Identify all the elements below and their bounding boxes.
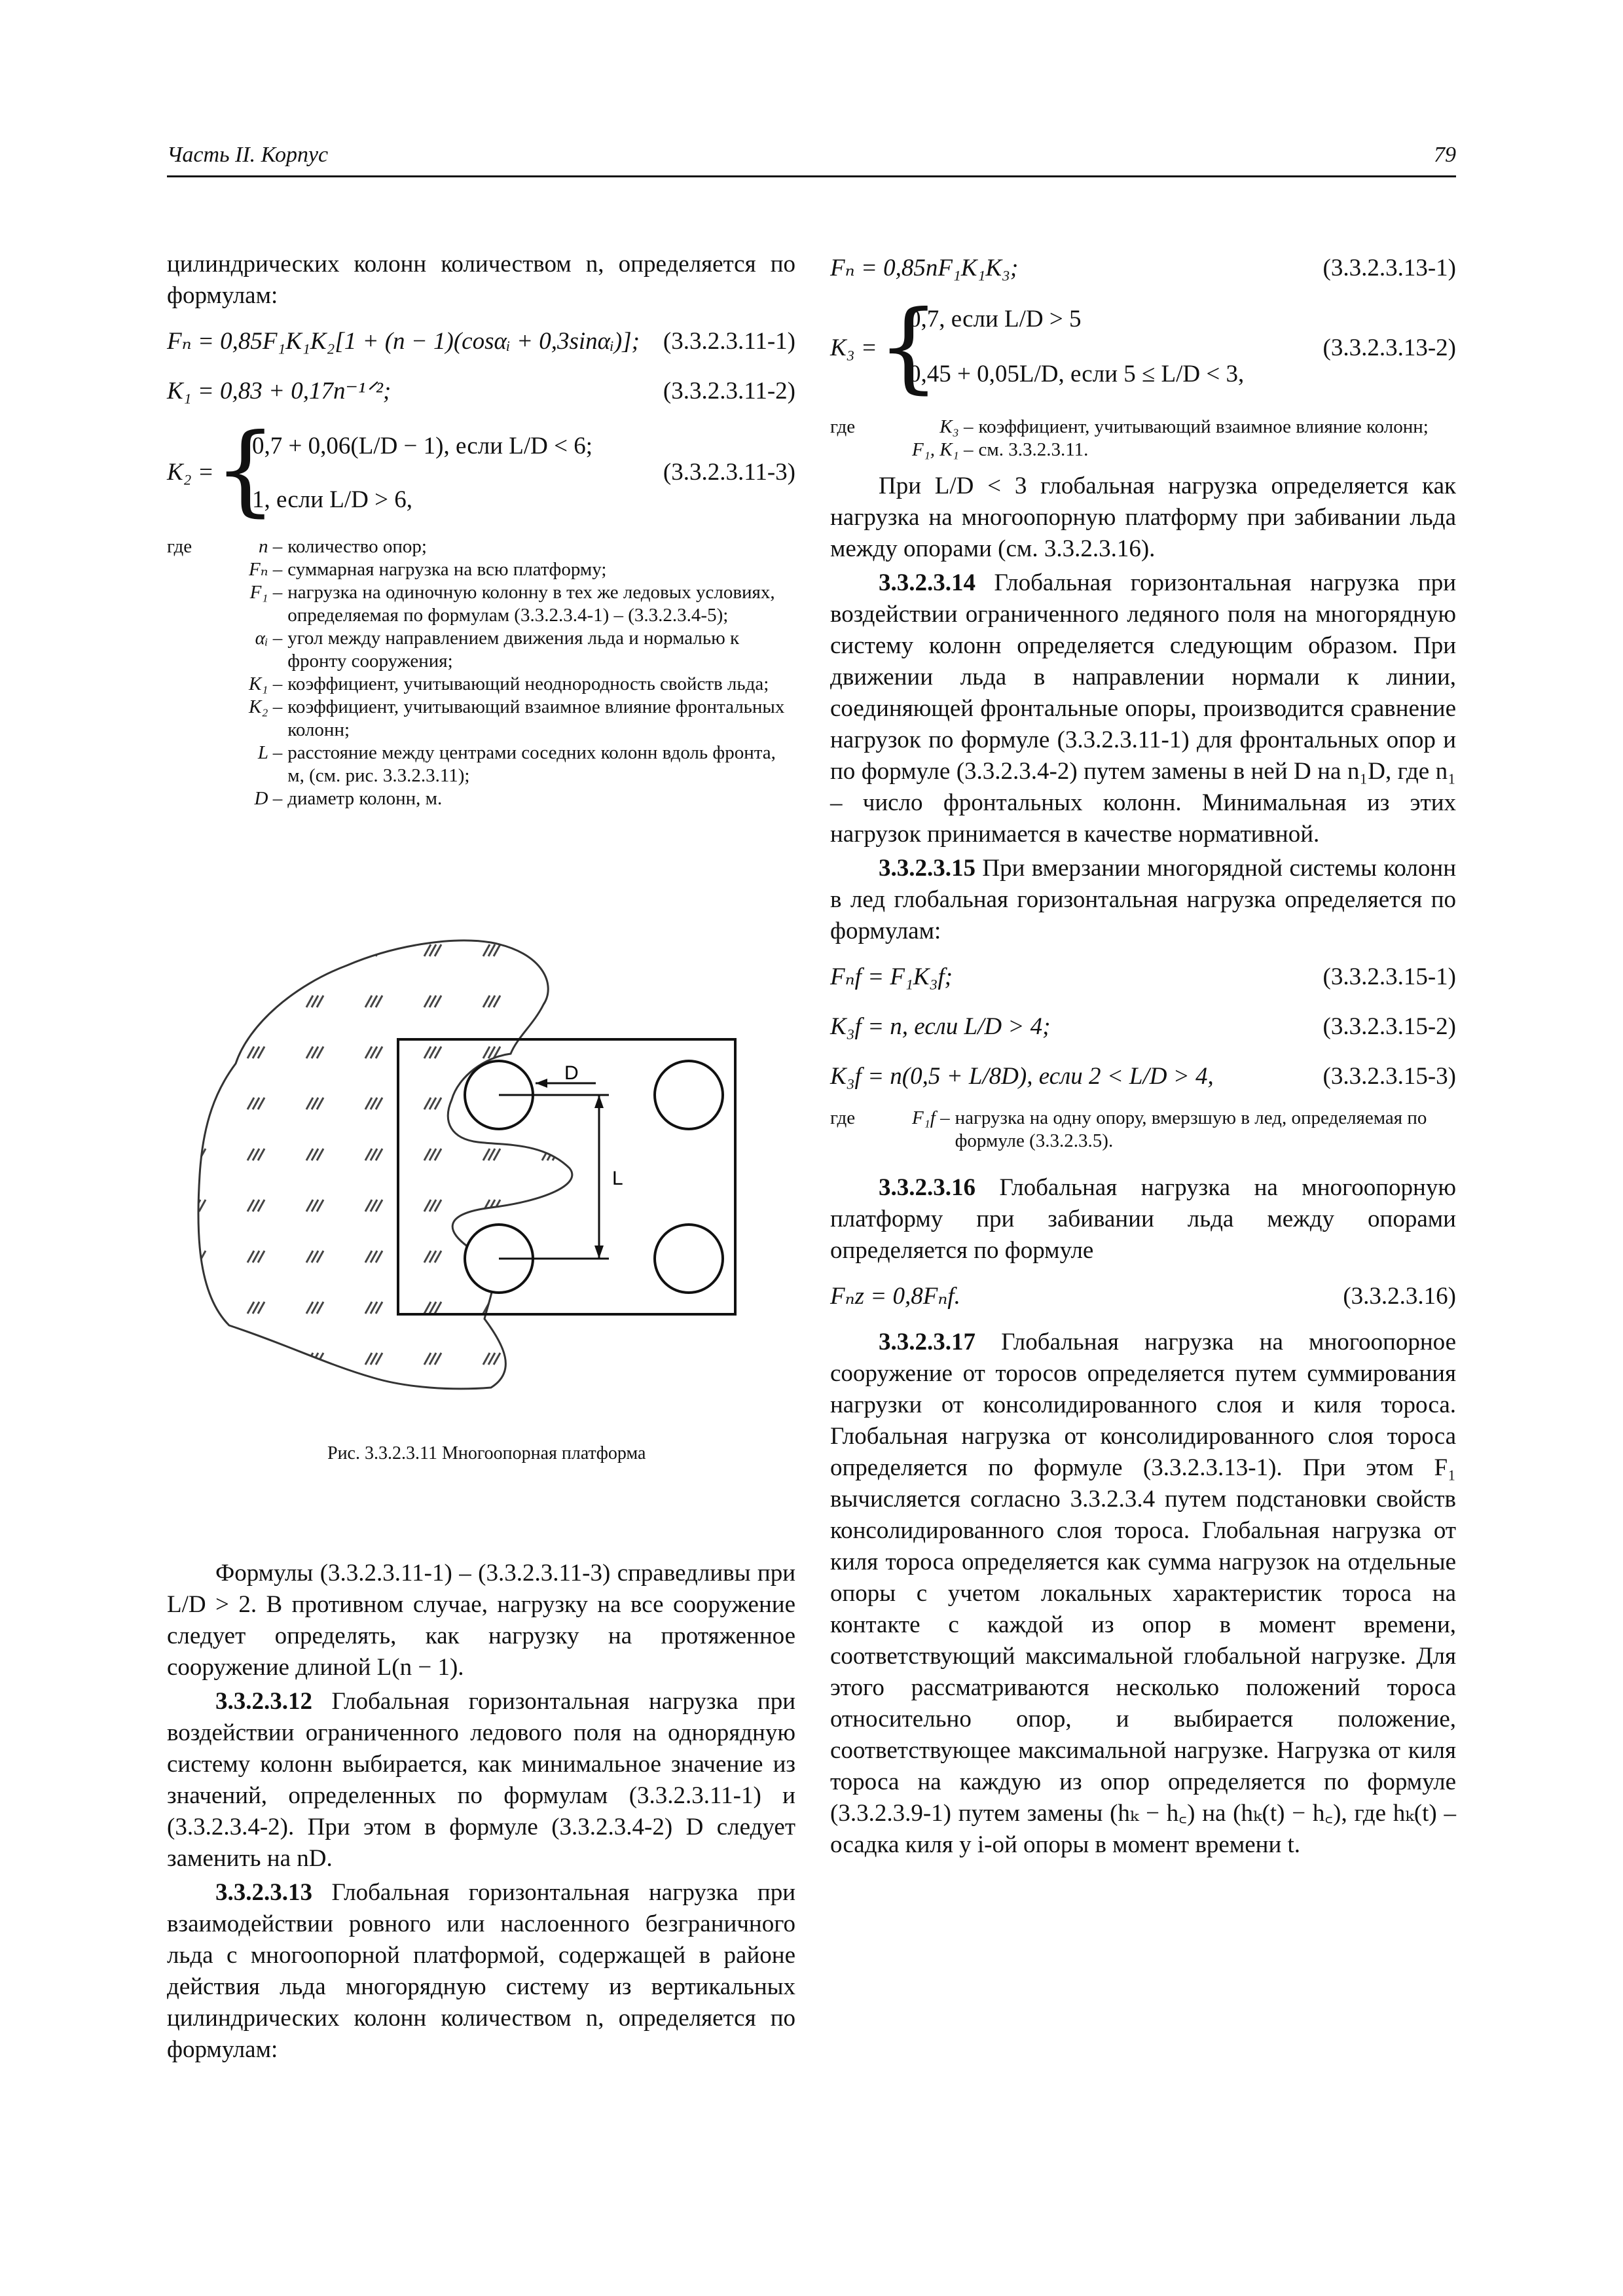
formula-3-3-2-3-13-2 [830,290,1456,404]
arrow-head [594,1095,604,1108]
section-3-3-2-3-14 [830,567,1456,850]
section-number: 3.3.2.3.15 [879,855,976,882]
section-3-3-2-3-13 [167,1877,795,2066]
section-number: 3.3.2.3.13 [215,1879,312,1906]
definitions-table [249,535,795,810]
section-text: Глобальная горизонтальная нагрузка при воздействии ограниченного ледяного поля на многорядную систему колонн определяется следующим образом. При движении льда в направлении нормали к линии, соединяющей фронтальные опоры, производится сравнение нагрузок по формуле (3.3.2.3.11-1) для фронтальных опор и по формуле (3.3.2.3.4-2) путем замены в ней D на n₁D, где n₁ – число фронтальных колонн. Минимальная из этих нагрузок принимается в качестве нормативной. [830,569,1456,848]
formula-3-3-2-3-11-3 [167,413,795,527]
section-3-3-2-3-17 [830,1327,1456,1861]
right-column [830,249,1456,1863]
section-number: 3.3.2.3.14 [879,569,976,596]
section-number: 3.3.2.3.16 [879,1174,976,1201]
case-1: 0,7 + 0,06(L/D − 1), если L/D < 6; [252,433,593,459]
column-rear-right [655,1225,723,1293]
figure-multi-column-platform [177,926,753,1397]
formula-cases [252,431,593,516]
formula-3-3-2-3-15-1 [830,958,1456,997]
definition-row [249,673,795,696]
brace-glyph: { [877,290,940,404]
def-symbol: Fₙ – [249,559,283,580]
def-text: суммарная нагрузка на всю платформу; [287,559,607,580]
definition-row [249,787,795,810]
definition-row [912,416,1429,439]
brace-glyph: { [214,413,277,527]
definition-row [249,696,795,742]
definitions-table [912,1107,1456,1153]
symbol-definitions-2 [830,416,1456,461]
section-text: Глобальная нагрузка на многоопорное сооружение от торосов определяется путем суммирования нагрузки от консолидированного слоя и киля тороса. Глобальная нагрузка от консолидированного слоя тороса определяется по формуле (3.3.2.3.13-1). При этом F₁ вычисляется согласно 3.3.2.3.4 путем подстановки свойств консолидированного слоя тороса. Глобальная нагрузка от киля тороса определяется как сумма нагрузок на отдельные опоры с учетом локальных характеристик тороса на контакте с каждой из опор в момент времени, соответствующий максимальной глобальной нагрузке. Для этого рассматриваются несколько положений тороса относительно опор, и выбирается положение, соответствующее максимальной нагрузке. Нагрузка от киля тороса на каждую из опор определяется по формуле (3.3.2.3.9-1) путем замены (hₖ − h꜀) на (hₖ(t) − h꜀), где hₖ(t) – осадка киля у i-ой опоры в момент времени t. [830,1329,1456,1858]
ice-field [177,926,753,1397]
dimension-label-d: D [564,1062,579,1084]
def-symbol: αᵢ – [255,628,283,649]
formula-number: (3.3.2.3.11-2) [663,378,795,404]
definition-row [249,558,795,581]
definition-row [249,535,795,558]
def-symbol: F₁f – [912,1107,950,1128]
formula-number: (3.3.2.3.15-3) [1322,1063,1456,1090]
formula-3-3-2-3-11-1 [167,322,795,361]
left-column-top [167,249,795,819]
def-symbol: K₃ – [939,416,974,437]
definition-row [912,1107,1456,1153]
formula-body: Fₙf = F₁K₃f; [830,963,953,990]
running-header-title: Часть II. Корпус [167,143,329,167]
formula-body: K₃f = n, если L/D > 4; [830,1013,1051,1040]
def-text: нагрузка на одиночную колонну в тех же ледовых условиях, определяемая по формулам (3.3.2.3.4-1) – (3.3.2.3.4-5); [287,582,775,626]
where-word: где [830,1107,856,1128]
def-symbol: K₂ – [249,696,283,717]
section-text: При вмерзании многорядной системы колонн в лед глобальная горизонтальная нагрузка определяется по формулам: [830,855,1456,944]
formula-label: K₃ = [830,334,877,361]
case-2: 1, если L/D > 6, [252,486,412,513]
formula-number: (3.3.2.3.13-1) [1322,255,1456,281]
def-text: коэффициент, учитывающий взаимное влияние фронтальных колонн; [287,696,785,740]
formula-3-3-2-3-15-2 [830,1007,1456,1047]
def-text: угол между направлением движения льда и нормалью к фронту сооружения; [287,628,740,672]
header-rule [167,175,1456,177]
column-front-right [655,1061,723,1129]
formula-body: K₃f = n(0,5 + L/8D), если 2 < L/D > 4, [830,1063,1214,1090]
formula-3-3-2-3-16 [830,1277,1456,1316]
section-3-3-2-3-12 [167,1686,795,1874]
symbol-definitions-3 [830,1107,1456,1153]
definition-row [912,439,1429,461]
formula-label: K₂ = [167,459,214,486]
def-symbol: D – [254,788,283,809]
def-text: расстояние между центрами соседних колонн вдоль фронта, м, (см. рис. 3.3.2.3.11); [287,742,776,786]
def-symbol: L – [257,742,283,763]
case-2: 0,45 + 0,05L/D, если 5 ≤ L/D < 3, [909,361,1245,387]
formula-body: Fₙ = 0,85F₁K₁K₂[1 + (n − 1)(cosαᵢ + 0,3sinαᵢ)]; [167,328,640,355]
formula-body: Fₙz = 0,8Fₙf. [830,1283,960,1310]
section-text: Глобальная нагрузка на многоопорную платформу при забивании льда между опорами определяется по формуле [830,1174,1456,1264]
formula-number: (3.3.2.3.11-3) [663,459,795,486]
paragraph-ld-less-3: При L/D < 3 глобальная нагрузка определяется как нагрузка на многоопорную платформу при забивании льда между опорами (см. 3.3.2.3.16). [830,473,1456,562]
formula-number: (3.3.2.3.15-2) [1322,1013,1456,1040]
formula-number: (3.3.2.3.15-1) [1322,963,1456,990]
def-text: коэффициент, учитывающий взаимное влияние колонн; [978,416,1429,437]
figure-caption: Рис. 3.3.2.3.11 Многоопорная платформа [327,1443,646,1463]
def-text: коэффициент, учитывающий неоднородность свойств льда; [287,673,769,694]
formula-number: (3.3.2.3.13-2) [1322,334,1456,361]
formula-body: Fₙ = 0,85nF₁K₁K₃; [830,255,1019,281]
definition-row [249,581,795,627]
arrow-head [536,1079,547,1088]
formula-3-3-2-3-11-2 [167,372,795,411]
left-column-bottom [167,1558,795,2068]
dimension-label-l: L [612,1168,623,1189]
formula-body: K₁ = 0,83 + 0,17n⁻¹ᐟ²; [167,378,392,404]
def-symbol: n – [258,536,283,557]
section-number: 3.3.2.3.12 [215,1688,312,1715]
case-1: 0,7, если L/D > 5 [909,306,1082,332]
arrow-head [594,1246,604,1259]
section-text: Глобальная горизонтальная нагрузка при взаимодействии ровного или наслоенного безграничного льда с многоопорной платформой, содержащей в районе действия льда многорядную систему из вертикальных цилиндрических колонн количеством n, определяется по формулам: [167,1879,795,2063]
section-text: Глобальная горизонтальная нагрузка при воздействии ограниченного ледового поля на однорядную систему колонн выбирается, как минимальное значение из значений, определенных по формулам (3.3.2.3.11-1) и (3.3.2.3.4-2). При этом в формуле (3.3.2.3.4-2) D следует заменить на nD. [167,1688,795,1872]
formula-3-3-2-3-15-3 [830,1057,1456,1096]
intro-text: цилиндрических колонн количеством n, определяется по формулам: [167,251,795,309]
page-number: 79 [1434,143,1456,167]
where-word: где [167,536,192,557]
formula-cases [909,304,1244,390]
section-3-3-2-3-15 [830,853,1456,947]
formula-number: (3.3.2.3.16) [1343,1283,1456,1310]
def-text: см. 3.3.2.3.11. [978,439,1089,460]
paragraph-validity: Формулы (3.3.2.3.11-1) – (3.3.2.3.11-3) справедливы при L/D > 2. В противном случае, нагрузку на все сооружение следует определять, как нагрузку на протяженное сооружение длиной L(n − 1). [167,1560,795,1681]
def-symbol: F₁ – [249,582,283,603]
def-symbol: K₁ – [249,673,283,694]
section-number: 3.3.2.3.17 [879,1329,976,1355]
definition-row [249,742,795,787]
formula-3-3-2-3-13-1 [830,249,1456,288]
def-text: количество опор; [287,536,427,557]
definition-row [249,627,795,673]
definitions-table [912,416,1429,461]
symbol-definitions [167,535,795,810]
where-word: где [830,416,856,437]
def-text: диаметр колонн, м. [287,788,443,809]
def-symbol: F₁, K₁ – [912,439,974,460]
formula-number: (3.3.2.3.11-1) [663,328,795,355]
def-text: нагрузка на одну опору, вмерзшую в лед, определяемая по формуле (3.3.2.3.5). [955,1107,1427,1151]
section-3-3-2-3-16 [830,1172,1456,1266]
